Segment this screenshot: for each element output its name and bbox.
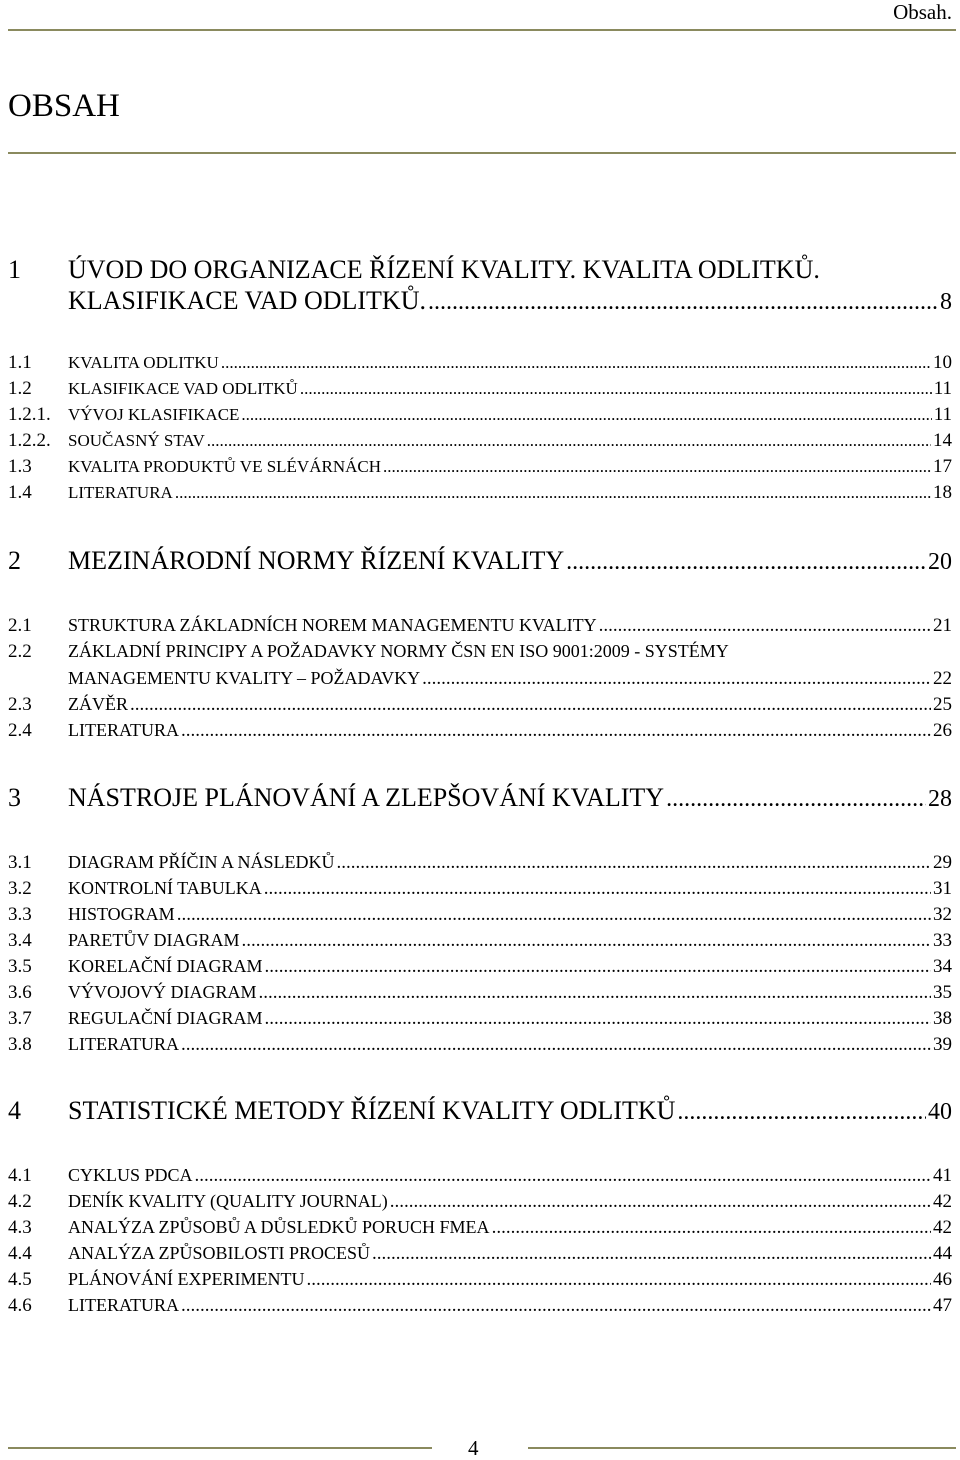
toc-title: DENÍK KVALITY (QUALITY JOURNAL) xyxy=(68,1191,388,1211)
toc-page-number: 8 xyxy=(940,289,952,315)
toc-leader xyxy=(422,668,931,690)
toc-title: NÁSTROJE PLÁNOVÁNÍ A ZLEPŠOVÁNÍ KVALITY xyxy=(68,783,665,812)
toc-number: 3.8 xyxy=(8,1034,32,1055)
toc-number: 1.3 xyxy=(8,456,32,477)
toc-leader xyxy=(264,878,931,900)
toc-page-number: 29 xyxy=(933,852,952,873)
toc-number: 4.2 xyxy=(8,1191,32,1212)
toc-title: LITERATURA xyxy=(68,483,173,502)
toc-leader xyxy=(599,615,931,637)
toc-page-number: 32 xyxy=(933,904,952,925)
toc-title: STRUKTURA ZÁKLADNÍCH NOREM MANAGEMENTU KVALITY xyxy=(68,615,597,635)
toc-page-number: 42 xyxy=(933,1191,952,1212)
toc-leader xyxy=(666,784,926,814)
toc-section-2-3[interactable] xyxy=(8,694,952,716)
toc-page-number: 26 xyxy=(933,720,952,741)
toc-page-number: 46 xyxy=(933,1269,952,1290)
toc-title: LITERATURA xyxy=(68,1295,179,1315)
toc-number: 2.3 xyxy=(8,694,32,715)
toc-title: KONTROLNÍ TABULKA xyxy=(68,878,262,898)
toc-chapter-1[interactable] xyxy=(8,286,952,317)
toc-title: KORELAČNÍ DIAGRAM xyxy=(68,956,263,976)
toc-section-2-2-line1[interactable] xyxy=(8,641,952,663)
toc-section-3-3[interactable] xyxy=(8,904,952,926)
toc-section-4-1[interactable] xyxy=(8,1165,952,1187)
toc-leader xyxy=(242,930,931,952)
toc-leader xyxy=(241,404,931,426)
toc-title: ZÁKLADNÍ PRINCIPY A POŽADAVKY NORMY ČSN EN ISO 9001:2009 - SYSTÉMY xyxy=(68,641,729,661)
toc-leader xyxy=(259,982,932,1004)
toc-number: 3.5 xyxy=(8,956,32,977)
toc-number: 4.4 xyxy=(8,1243,32,1264)
toc-number: 1 xyxy=(8,255,21,284)
toc-title: ZÁVĚR xyxy=(68,694,128,714)
toc-leader xyxy=(181,720,931,742)
toc-number: 3.7 xyxy=(8,1008,32,1029)
toc-page-number: 34 xyxy=(933,956,952,977)
running-header: Obsah. xyxy=(893,0,952,24)
toc-leader xyxy=(195,1165,931,1187)
toc-page-number: 35 xyxy=(933,982,952,1003)
toc-section-3-4[interactable] xyxy=(8,930,952,952)
toc-leader xyxy=(428,287,938,317)
toc-leader xyxy=(181,1034,931,1056)
toc-number: 2.2 xyxy=(8,641,32,662)
toc-page-number: 17 xyxy=(933,456,952,477)
toc-leader xyxy=(383,456,931,478)
toc-title: DIAGRAM PŘÍČIN A NÁSLEDKŮ xyxy=(68,852,335,872)
toc-number: 1.2 xyxy=(8,378,32,399)
toc-leader xyxy=(130,694,931,716)
toc-page-number: 20 xyxy=(928,549,952,575)
toc-title: KLASIFIKACE VAD ODLITKŮ xyxy=(68,379,298,398)
toc-title: VÝVOJ KLASIFIKACE xyxy=(68,405,240,424)
toc-leader xyxy=(181,1295,931,1317)
toc-number: 2 xyxy=(8,546,21,575)
toc-number: 2.4 xyxy=(8,720,32,741)
toc-page-number: 40 xyxy=(928,1099,952,1125)
toc-number: 3.4 xyxy=(8,930,32,951)
toc-number: 3.2 xyxy=(8,878,32,899)
toc-leader xyxy=(566,547,926,577)
toc-title-continued: MANAGEMENTU KVALITY – POŽADAVKY xyxy=(68,668,421,688)
toc-title: ANALÝZA ZPŮSOBŮ A DŮSLEDKŮ PORUCH FMEA xyxy=(68,1217,490,1237)
toc-leader xyxy=(265,956,932,978)
page-number: 4 xyxy=(468,1436,479,1460)
toc-section-1-2[interactable] xyxy=(8,378,952,400)
toc-page-number: 25 xyxy=(933,694,952,715)
footer-rule-right xyxy=(528,1447,956,1449)
toc-leader xyxy=(337,852,931,874)
footer-rule-left xyxy=(8,1447,432,1449)
table-of-contents xyxy=(8,0,952,1400)
toc-section-4-2[interactable] xyxy=(8,1191,952,1213)
toc-page-number: 33 xyxy=(933,930,952,951)
toc-section-3-8[interactable] xyxy=(8,1034,952,1056)
toc-number: 2.1 xyxy=(8,615,32,636)
toc-leader xyxy=(677,1097,926,1127)
toc-leader xyxy=(300,378,932,400)
toc-page-number: 44 xyxy=(933,1243,952,1264)
toc-title: PARETŮV DIAGRAM xyxy=(68,930,240,950)
toc-page-number: 18 xyxy=(933,482,952,503)
page-title: OBSAH xyxy=(8,88,120,124)
toc-page-number: 21 xyxy=(933,615,952,636)
toc-title: STATISTICKÉ METODY ŘÍZENÍ KVALITY ODLITKŮ xyxy=(68,1096,676,1125)
toc-number: 4.6 xyxy=(8,1295,32,1316)
toc-leader xyxy=(390,1191,931,1213)
toc-number: 1.2.1. xyxy=(8,404,51,425)
toc-section-2-4[interactable] xyxy=(8,720,952,742)
toc-section-2-1[interactable] xyxy=(8,615,952,637)
toc-number: 3 xyxy=(8,783,21,812)
toc-title: PLÁNOVÁNÍ EXPERIMENTU xyxy=(68,1269,305,1289)
toc-title: REGULAČNÍ DIAGRAM xyxy=(68,1008,263,1028)
toc-title: KVALITA ODLITKU xyxy=(68,353,219,372)
toc-leader xyxy=(265,1008,932,1030)
toc-chapter-3[interactable] xyxy=(8,783,952,814)
toc-section-3-5[interactable] xyxy=(8,956,952,978)
toc-section-1-4[interactable] xyxy=(8,482,952,504)
toc-title-continued: KLASIFIKACE VAD ODLITKŮ. xyxy=(68,286,426,315)
toc-section-3-1[interactable] xyxy=(8,852,952,874)
toc-title: MEZINÁRODNÍ NORMY ŘÍZENÍ KVALITY xyxy=(68,546,565,575)
toc-title: KVALITA PRODUKTŮ VE SLÉVÁRNÁCH xyxy=(68,457,381,476)
toc-page-number: 38 xyxy=(933,1008,952,1029)
toc-section-2-2[interactable] xyxy=(8,668,952,690)
toc-page-number: 11 xyxy=(933,404,952,425)
toc-title: HISTOGRAM xyxy=(68,904,175,924)
toc-leader xyxy=(221,352,931,374)
toc-number: 4.5 xyxy=(8,1269,32,1290)
toc-section-1-2-2[interactable] xyxy=(8,430,952,452)
toc-leader xyxy=(492,1217,931,1239)
toc-page-number: 11 xyxy=(933,378,952,399)
toc-page-number: 10 xyxy=(933,352,952,373)
toc-page-number: 41 xyxy=(933,1165,952,1186)
toc-leader xyxy=(175,482,931,504)
toc-page-number: 47 xyxy=(933,1295,952,1316)
toc-title: LITERATURA xyxy=(68,720,179,740)
toc-number: 1.4 xyxy=(8,482,32,503)
toc-number: 3.3 xyxy=(8,904,32,925)
toc-leader xyxy=(307,1269,932,1291)
toc-section-3-6[interactable] xyxy=(8,982,952,1004)
toc-page-number: 42 xyxy=(933,1217,952,1238)
toc-title: ANALÝZA ZPŮSOBILOSTI PROCESŮ xyxy=(68,1243,371,1263)
toc-title: LITERATURA xyxy=(68,1034,179,1054)
toc-section-3-2[interactable] xyxy=(8,878,952,900)
toc-section-1-3[interactable] xyxy=(8,456,952,478)
toc-page-number: 14 xyxy=(933,430,952,451)
toc-section-4-6[interactable] xyxy=(8,1295,952,1317)
toc-number: 4.3 xyxy=(8,1217,32,1238)
toc-section-4-5[interactable] xyxy=(8,1269,952,1291)
toc-number: 4.1 xyxy=(8,1165,32,1186)
toc-section-1-1[interactable] xyxy=(8,352,952,374)
toc-chapter-2[interactable] xyxy=(8,546,952,577)
toc-number: 3.1 xyxy=(8,852,32,873)
toc-section-1-2-1[interactable] xyxy=(8,404,952,426)
toc-chapter-4[interactable] xyxy=(8,1096,952,1127)
toc-chapter-1-line1[interactable] xyxy=(8,255,952,285)
toc-page-number: 28 xyxy=(928,786,952,812)
toc-section-4-3[interactable] xyxy=(8,1217,952,1239)
toc-number: 1.1 xyxy=(8,352,32,373)
toc-page-number: 31 xyxy=(933,878,952,899)
toc-number: 4 xyxy=(8,1096,21,1125)
toc-title: SOUČASNÝ STAV xyxy=(68,431,205,450)
toc-leader xyxy=(177,904,931,926)
toc-title: ÚVOD DO ORGANIZACE ŘÍZENÍ KVALITY. KVALITA ODLITKŮ. xyxy=(68,255,820,284)
toc-number: 1.2.2. xyxy=(8,430,51,451)
toc-leader xyxy=(207,430,931,452)
toc-section-3-7[interactable] xyxy=(8,1008,952,1030)
toc-title: CYKLUS PDCA xyxy=(68,1165,193,1185)
toc-title: VÝVOJOVÝ DIAGRAM xyxy=(68,982,257,1002)
toc-section-4-4[interactable] xyxy=(8,1243,952,1265)
toc-page-number: 39 xyxy=(933,1034,952,1055)
toc-page-number: 22 xyxy=(933,668,952,689)
toc-number: 3.6 xyxy=(8,982,32,1003)
toc-leader xyxy=(372,1243,931,1265)
